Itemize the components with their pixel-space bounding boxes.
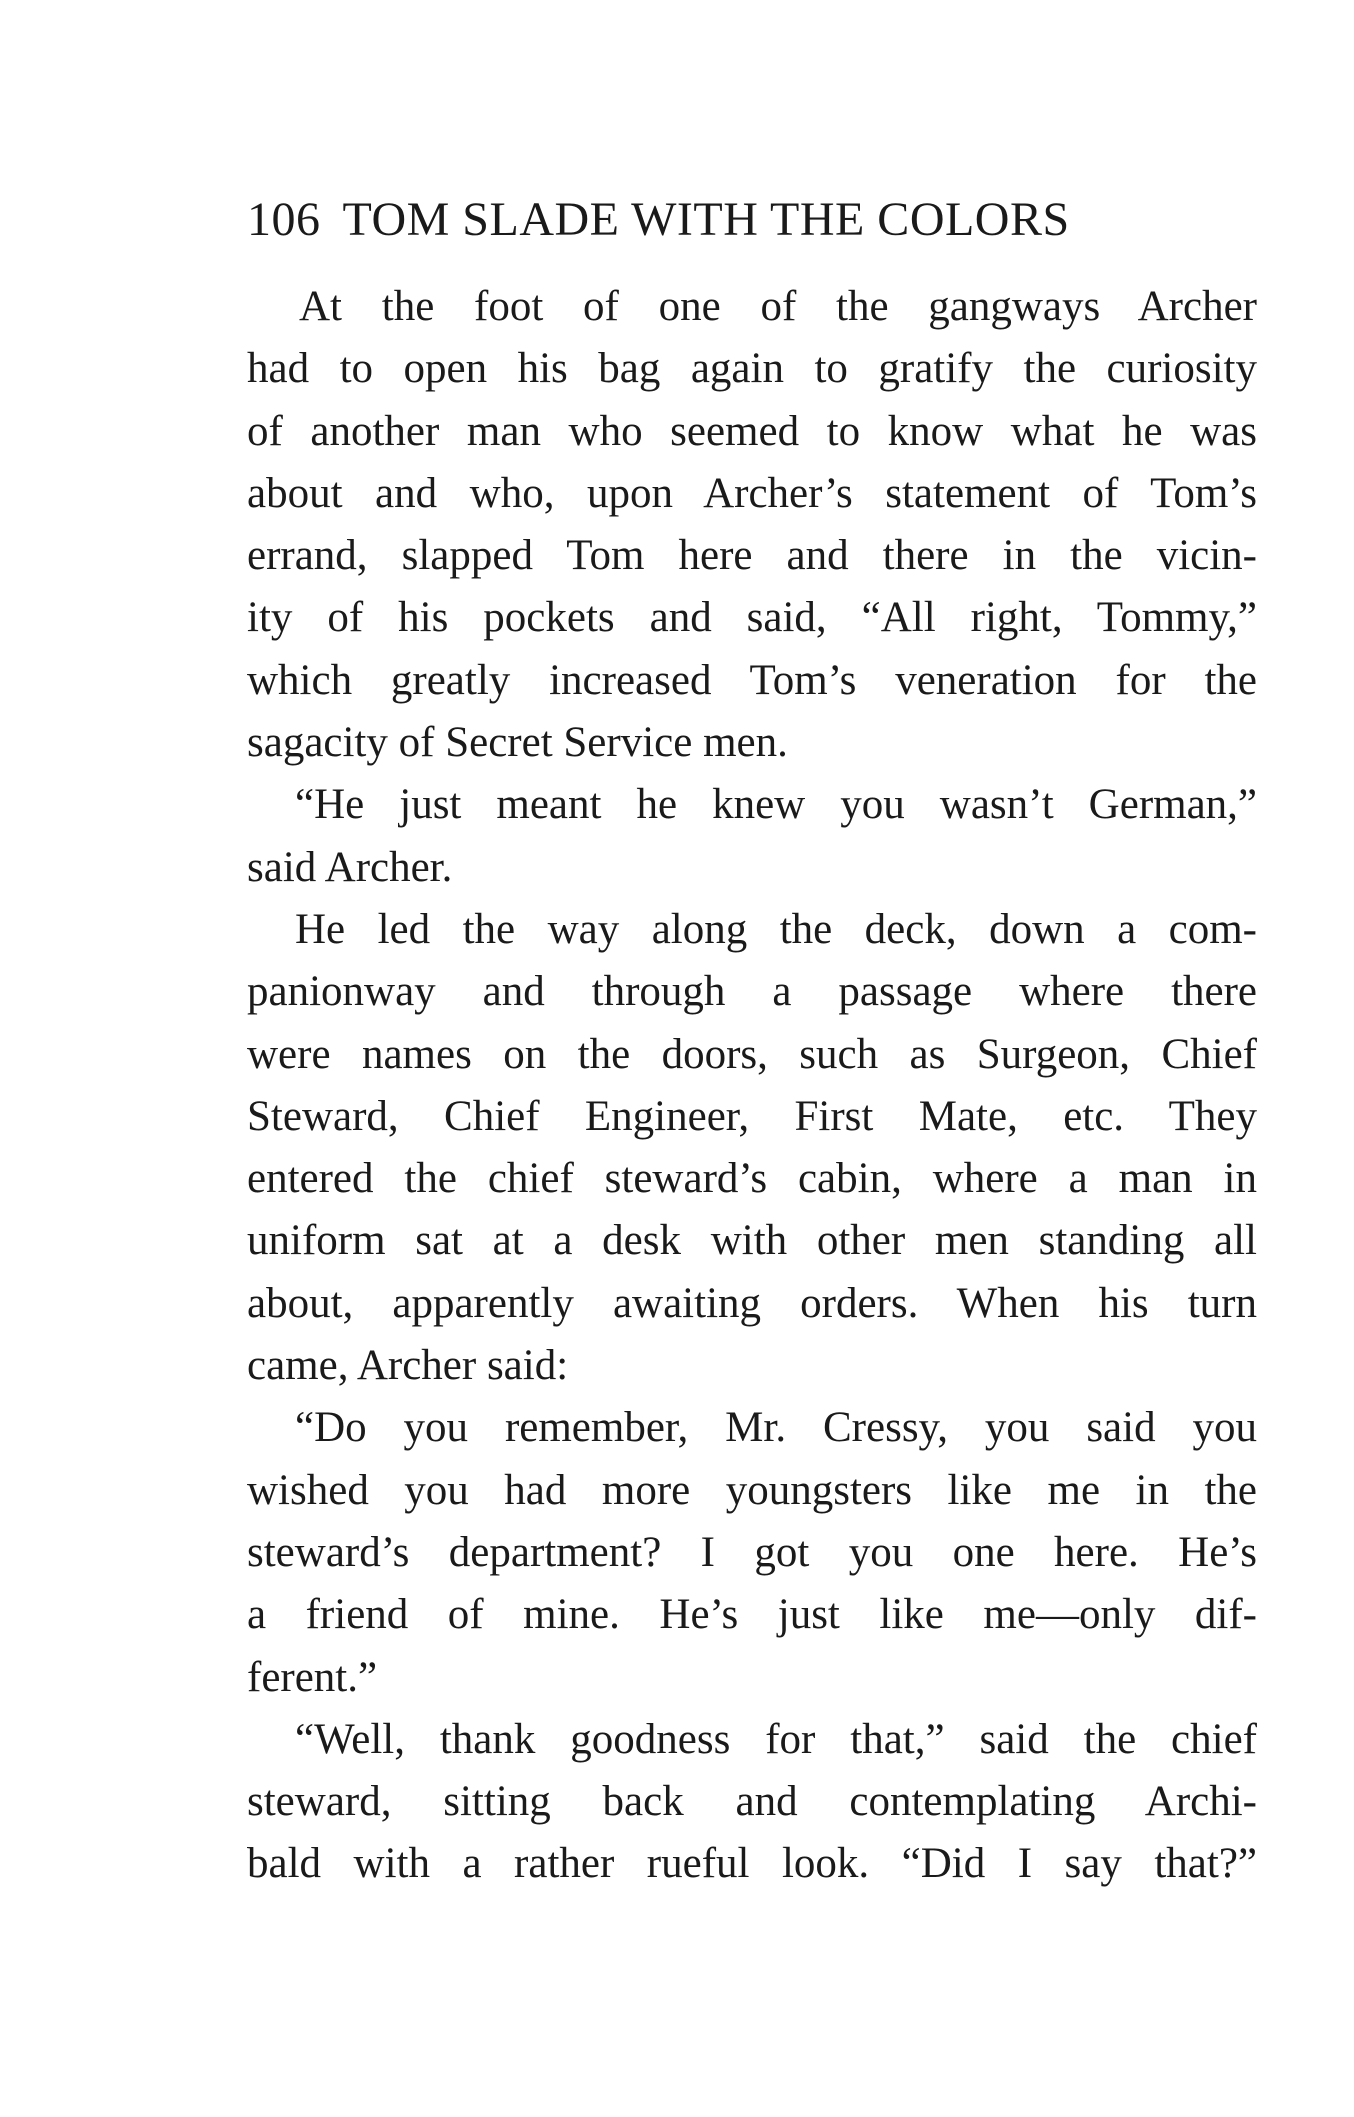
text-line: ferent.” [247,1653,378,1701]
paragraph-5 [247,1709,1257,1834]
text-line: had to open his bag again to gratify the curiosity [247,345,1257,393]
text-line: said Archer. [247,843,453,891]
text-line: came, Archer said: [247,1342,569,1390]
text-line: errand, slapped Tom here and there in the vicin- [247,532,1257,580]
paragraph-3 [247,899,1257,1335]
text-line: which greatly increased Tom’s veneration for the [247,656,1257,704]
text-line: “Well, thank goodness for that,” said the chief [295,1715,1257,1763]
body-text [247,276,1257,1896]
text-line: He led the way along the deck, down a com- [295,905,1257,953]
paragraph-3-end [247,1335,1257,1397]
text-line: bald with a rather rueful look. “Did I say that?” [247,1840,1257,1888]
text-line: panionway and through a passage where there [247,968,1257,1016]
text-line: were names on the doors, such as Surgeon, Chief [247,1030,1257,1078]
text-line: a friend of mine. He’s just like me—only dif- [247,1591,1257,1639]
paragraph-5-end [247,1833,1257,1895]
running-header [247,190,1257,250]
text-line: about, apparently awaiting orders. When his turn [247,1279,1257,1327]
paragraph-1-end [247,712,1257,774]
text-line: sagacity of Secret Service men. [247,719,788,767]
paragraph-2 [247,774,1257,836]
page-number: 106 [247,193,321,246]
text-line: about and who, upon Archer’s statement of Tom’s [247,469,1257,517]
text-line: uniform sat at a desk with other men standing all [247,1217,1257,1265]
text-line: entered the chief steward’s cabin, where a man in [247,1155,1257,1203]
text-line: “Do you remember, Mr. Cressy, you said you [295,1404,1257,1452]
running-title: TOM SLADE WITH THE COLORS [342,193,1070,246]
text-line: At the foot of one of the gangways Archer [299,283,1257,330]
text-line: ity of his pockets and said, “All right, Tommy,” [247,594,1257,642]
text-line: “He just meant he knew you wasn’t German,” [295,781,1257,829]
text-line: Steward, Chief Engineer, First Mate, etc. They [247,1092,1257,1140]
paragraph-4-end [247,1647,1257,1709]
paragraph-1 [247,276,1257,712]
paragraph-2-end [247,837,1257,899]
text-line: steward’s department? I got you one here. He’s [247,1528,1257,1576]
text-line: wished you had more youngsters like me in the [247,1466,1257,1514]
paragraph-4 [247,1397,1257,1646]
text-line: steward, sitting back and contemplating Archi- [247,1778,1257,1826]
text-line: of another man who seemed to know what he was [247,407,1257,455]
